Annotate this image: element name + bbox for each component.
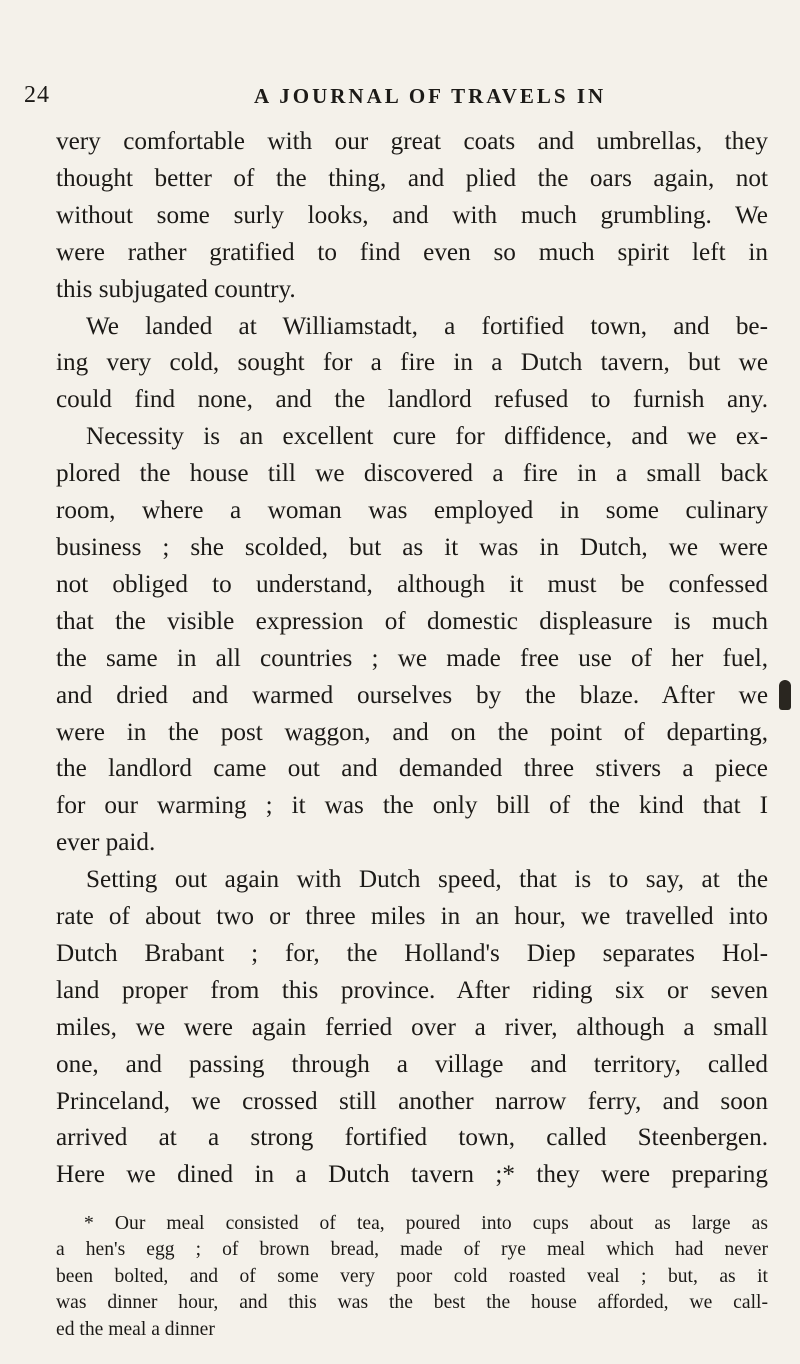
body-line: not obliged to understand, although it must be confessed: [56, 570, 768, 598]
footnote-line: * Our meal consisted of tea, poured into cups about as large as: [84, 1213, 768, 1234]
body-line: without some surly looks, and with much grumbling. We: [56, 201, 768, 229]
body-line: plored the house till we discovered a fire in a small back: [56, 460, 768, 488]
page-header: [24, 82, 764, 116]
ink-blot-mark: [779, 680, 791, 710]
body-line: rate of about two or three miles in an hour, we travelled into: [56, 903, 768, 931]
body-line: Here we dined in a Dutch tavern ;* they were preparing: [56, 1161, 768, 1189]
body-line: Setting out again with Dutch speed, that is to say, at the: [86, 866, 768, 894]
body-line: and dried and warmed ourselves by the blaze. After we: [56, 681, 768, 709]
body-line: for our warming ; it was the only bill of the kind that I: [56, 792, 768, 820]
body-line: one, and passing through a village and territory, called: [56, 1050, 768, 1078]
footnote-line: been bolted, and of some very poor cold roasted veal ; but, as it: [56, 1265, 768, 1287]
body-text: [56, 124, 768, 1194]
body-line: ever paid.: [56, 829, 156, 857]
body-line: land proper from this province. After riding six or seven: [56, 976, 768, 1004]
body-line: the landlord came out and demanded three stivers a piece: [56, 755, 768, 783]
running-head: A JOURNAL OF TRAVELS IN: [254, 84, 607, 108]
body-line: We landed at Williamstadt, a fortified town, and be-: [86, 312, 768, 340]
body-line: room, where a woman was employed in some culinary: [56, 497, 768, 525]
body-line: Dutch Brabant ; for, the Holland's Diep separates Hol-: [56, 939, 768, 967]
body-line: the same in all countries ; we made free use of her fuel,: [56, 644, 768, 672]
body-line: Princeland, we crossed still another narrow ferry, and soon: [56, 1087, 768, 1115]
body-line: arrived at a strong fortified town, called Steenbergen.: [56, 1124, 768, 1152]
body-line: Necessity is an excellent cure for diffidence, and we ex-: [86, 423, 768, 451]
body-line: very comfortable with our great coats and umbrellas, they: [56, 128, 768, 155]
footnote: [56, 1211, 768, 1343]
body-line: business ; she scolded, but as it was in Dutch, we were: [56, 533, 768, 561]
page-number: 24: [24, 82, 50, 108]
body-line: ing very cold, sought for a fire in a Dutch tavern, but we: [56, 349, 768, 377]
body-line: thought better of the thing, and plied the oars again, not: [56, 164, 768, 192]
body-line: were rather gratified to find even so much spirit left in: [56, 238, 768, 266]
footnote-line: a hen's egg ; of brown bread, made of rye meal which had never: [56, 1239, 768, 1261]
body-line: this subjugated country.: [56, 275, 296, 303]
footnote-line: was dinner hour, and this was the best the house afforded, we call-: [56, 1292, 768, 1314]
body-line: that the visible expression of domestic displeasure is much: [56, 607, 768, 635]
body-line: could find none, and the landlord refused to furnish any.: [56, 386, 768, 414]
body-line: were in the post waggon, and on the point of departing,: [56, 718, 768, 746]
body-line: miles, we were again ferried over a river, although a small: [56, 1013, 768, 1041]
footnote-line: ed the meal a dinner: [56, 1318, 215, 1340]
